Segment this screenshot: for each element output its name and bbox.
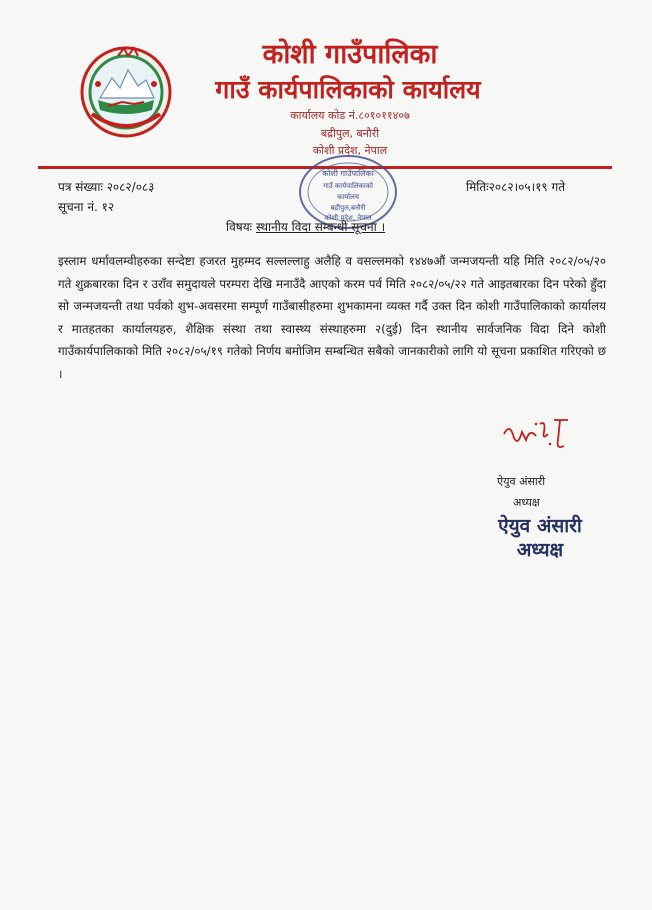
subject-text: स्थानीय विदा सम्बन्धी सूचना । — [255, 220, 386, 234]
address-line-2: कोशी प्रदेश, नेपाल — [312, 144, 388, 157]
seal-role: अध्यक्ष — [516, 539, 564, 561]
nepal-emblem-icon — [78, 44, 174, 140]
svg-text:गाउँ कार्यपालिकाको: गाउँ कार्यपालिकाको — [323, 182, 373, 190]
svg-text:कोशी गाउँपालिका: कोशी गाउँपालिका — [322, 169, 374, 178]
office-code: कार्यालय कोड नं.८०१०११४०७ — [290, 109, 410, 122]
address-line-1: बद्रीपुल, बनौरी — [320, 127, 380, 140]
signatory-role: अध्यक्ष — [513, 496, 540, 509]
svg-text:कार्यालय: कार्यालय — [337, 193, 359, 201]
subject-line — [226, 218, 385, 235]
notice-number: सूचना नं. १२ — [58, 200, 115, 214]
subject-prefix: विषयः — [226, 220, 253, 234]
office-title: गाउँ कार्यपालिकाको कार्यालय — [215, 75, 481, 104]
svg-text:बद्रीपुल,बनौरी: बद्रीपुल,बनौरी — [330, 204, 366, 212]
notice-body: इस्लाम धर्मावलम्वीहरुका सन्देष्टा हजरत मुहम्मद सल्लल्लाहु अलैहि व वसल्लमको १४४७औं जन्मजयन्ती यहि मिति २०८२/०५/२० गते शुक्रबारका दिन र उराँव समुदायले परम्परा देखि मनाउँदै आएको करम पर्व मिति २०८२/०५/२२ गते आइतबारका दिन परेको हुँदा सो जन्मजयन्ती तथा पर्वको शुभ-अवसरमा सम्पूर्ण गाउँबासीहरुमा शुभकामना व्यक्त गर्दै उक्त दिन कोशी गाउँपालिकाको कार्यालय र मातहतका कार्यालयहरु, शैक्षिक संस्था तथा स्वास्थ्य संस्थाहरुमा २(दुई) दिन स्थानीय सार्वजनिक विदा दिने कोशी गाउँकार्यपालिकाको मिति २०८२/०५/१९ गतेको निर्णय बमोजिम सम्बन्धित सबैको जानकारीको लागि यो सूचना प्रकाशित गरिएको छ । — [58, 254, 606, 381]
svg-text:कोशी प्रदेश, नेपाल: कोशी प्रदेश, नेपाल — [324, 214, 372, 222]
signatory-name: ऐयुव अंसारी — [497, 475, 546, 488]
letter-date: मितिः२०८२।०५।१९ गते — [466, 180, 566, 194]
letter-number: पत्र संख्याः २०८२/०८३ — [58, 180, 155, 194]
seal-name: ऐयुव अंसारी — [498, 515, 582, 537]
handwritten-signature — [496, 410, 586, 456]
municipality-title: कोशी गाउँपालिका — [262, 39, 438, 70]
